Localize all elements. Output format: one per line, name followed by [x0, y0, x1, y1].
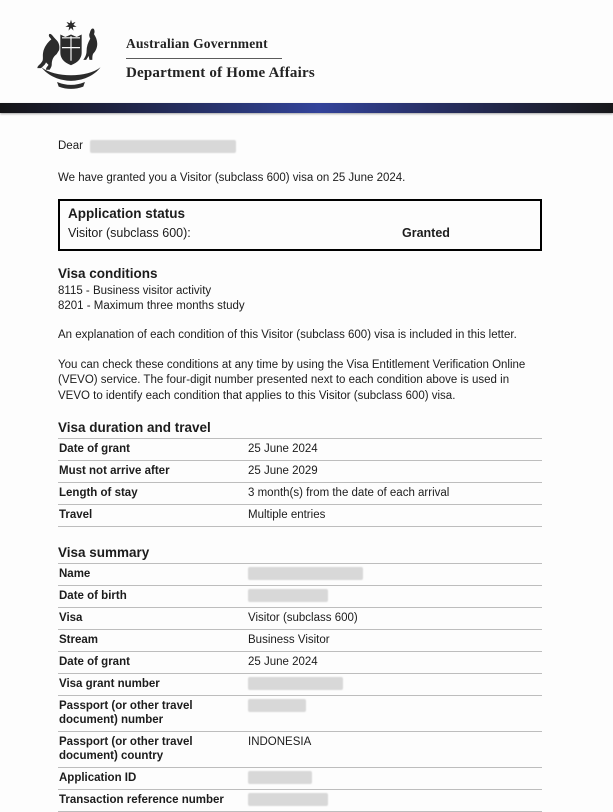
visa-condition-item: 8201 - Maximum three months study: [58, 300, 245, 312]
row-value: Visitor (subclass 600): [248, 612, 358, 624]
table-row: [58, 483, 542, 505]
row-label: Visa grant number: [59, 678, 160, 690]
redacted-value: [248, 771, 312, 784]
row-value: Multiple entries: [248, 509, 326, 521]
department-title: Department of Home Affairs: [126, 65, 315, 81]
table-row: [58, 505, 542, 527]
row-label: Date of birth: [59, 590, 127, 602]
government-title: Australian Government: [126, 36, 282, 59]
australian-coat-of-arms-icon: [30, 16, 112, 94]
visa-conditions-list: [58, 284, 542, 314]
row-value: [248, 790, 542, 812]
visa-condition-item: 8115 - Business visitor activity: [58, 285, 212, 297]
redacted-value: [248, 567, 363, 580]
row-label: Date of grant: [59, 656, 130, 668]
row-value: [248, 586, 542, 608]
redacted-value: [248, 589, 328, 602]
row-value: INDONESIA: [248, 736, 312, 748]
row-value: 25 June 2024: [248, 443, 318, 455]
letterhead: [0, 0, 613, 94]
row-label: Visa: [59, 612, 83, 624]
table-row: [58, 790, 542, 812]
visa-conditions-title: Visa conditions: [58, 266, 158, 281]
table-row: [58, 608, 542, 630]
greeting-line: [58, 139, 542, 154]
row-value: 25 June 2029: [248, 465, 318, 477]
application-status-title: Application status: [68, 206, 186, 221]
visa-duration-title: Visa duration and travel: [58, 420, 211, 435]
explanatory-paragraphs: [58, 328, 542, 404]
row-label: Transaction reference number: [59, 794, 224, 806]
redacted-recipient-name: [90, 140, 236, 153]
row-label: Date of grant: [59, 443, 130, 455]
row-label: Passport (or other travel document) number: [59, 700, 193, 726]
row-label: Name: [59, 568, 91, 580]
paragraph: An explanation of each condition of this Visitor (subclass 600) visa is included in this letter.: [58, 329, 517, 341]
greeting-prefix: Dear: [58, 140, 83, 152]
row-label: Stream: [59, 634, 98, 646]
row-value: 3 month(s) from the date of each arrival: [248, 487, 450, 499]
application-status-row: [68, 226, 532, 241]
row-value: [248, 564, 542, 586]
row-value: 25 June 2024: [248, 656, 318, 668]
table-row: [58, 461, 542, 483]
row-label: Length of stay: [59, 487, 138, 499]
table-row: [58, 652, 542, 674]
grant-statement: We have granted you a Visitor (subclass 600) visa on 25 June 2024.: [58, 172, 406, 184]
header-divider-bar: [0, 103, 613, 113]
row-value: [248, 674, 542, 696]
redacted-value: [248, 793, 328, 806]
visa-summary-title: Visa summary: [58, 545, 150, 560]
row-value: [248, 768, 542, 790]
row-label: Application ID: [59, 772, 137, 784]
application-status-box: [58, 199, 542, 251]
row-label: Must not arrive after: [59, 465, 170, 477]
row-value: Business Visitor: [248, 634, 330, 646]
table-row: [58, 630, 542, 652]
table-row: [58, 732, 542, 768]
redacted-value: [248, 677, 343, 690]
visa-summary-table: [58, 563, 542, 812]
application-status-value: Granted: [402, 226, 450, 240]
letter-body: [0, 139, 542, 812]
application-status-label: Visitor (subclass 600):: [68, 226, 191, 240]
table-row: [58, 439, 542, 461]
table-row: [58, 768, 542, 790]
table-row: [58, 674, 542, 696]
table-row: [58, 564, 542, 586]
table-row: [58, 696, 542, 732]
row-value: [248, 696, 542, 732]
table-row: [58, 586, 542, 608]
visa-duration-table: [58, 438, 542, 527]
agency-titles: [126, 36, 315, 82]
redacted-value: [248, 699, 306, 712]
paragraph: You can check these conditions at any time by using the Visa Entitlement Verification Online (VEVO) service. The four-digit number presented next to each condition above is used in VEVO to identify each condition that applies to this Visitor (subclass 600) visa.: [58, 358, 526, 402]
row-label: Passport (or other travel document) country: [59, 736, 193, 762]
row-label: Travel: [59, 509, 93, 521]
